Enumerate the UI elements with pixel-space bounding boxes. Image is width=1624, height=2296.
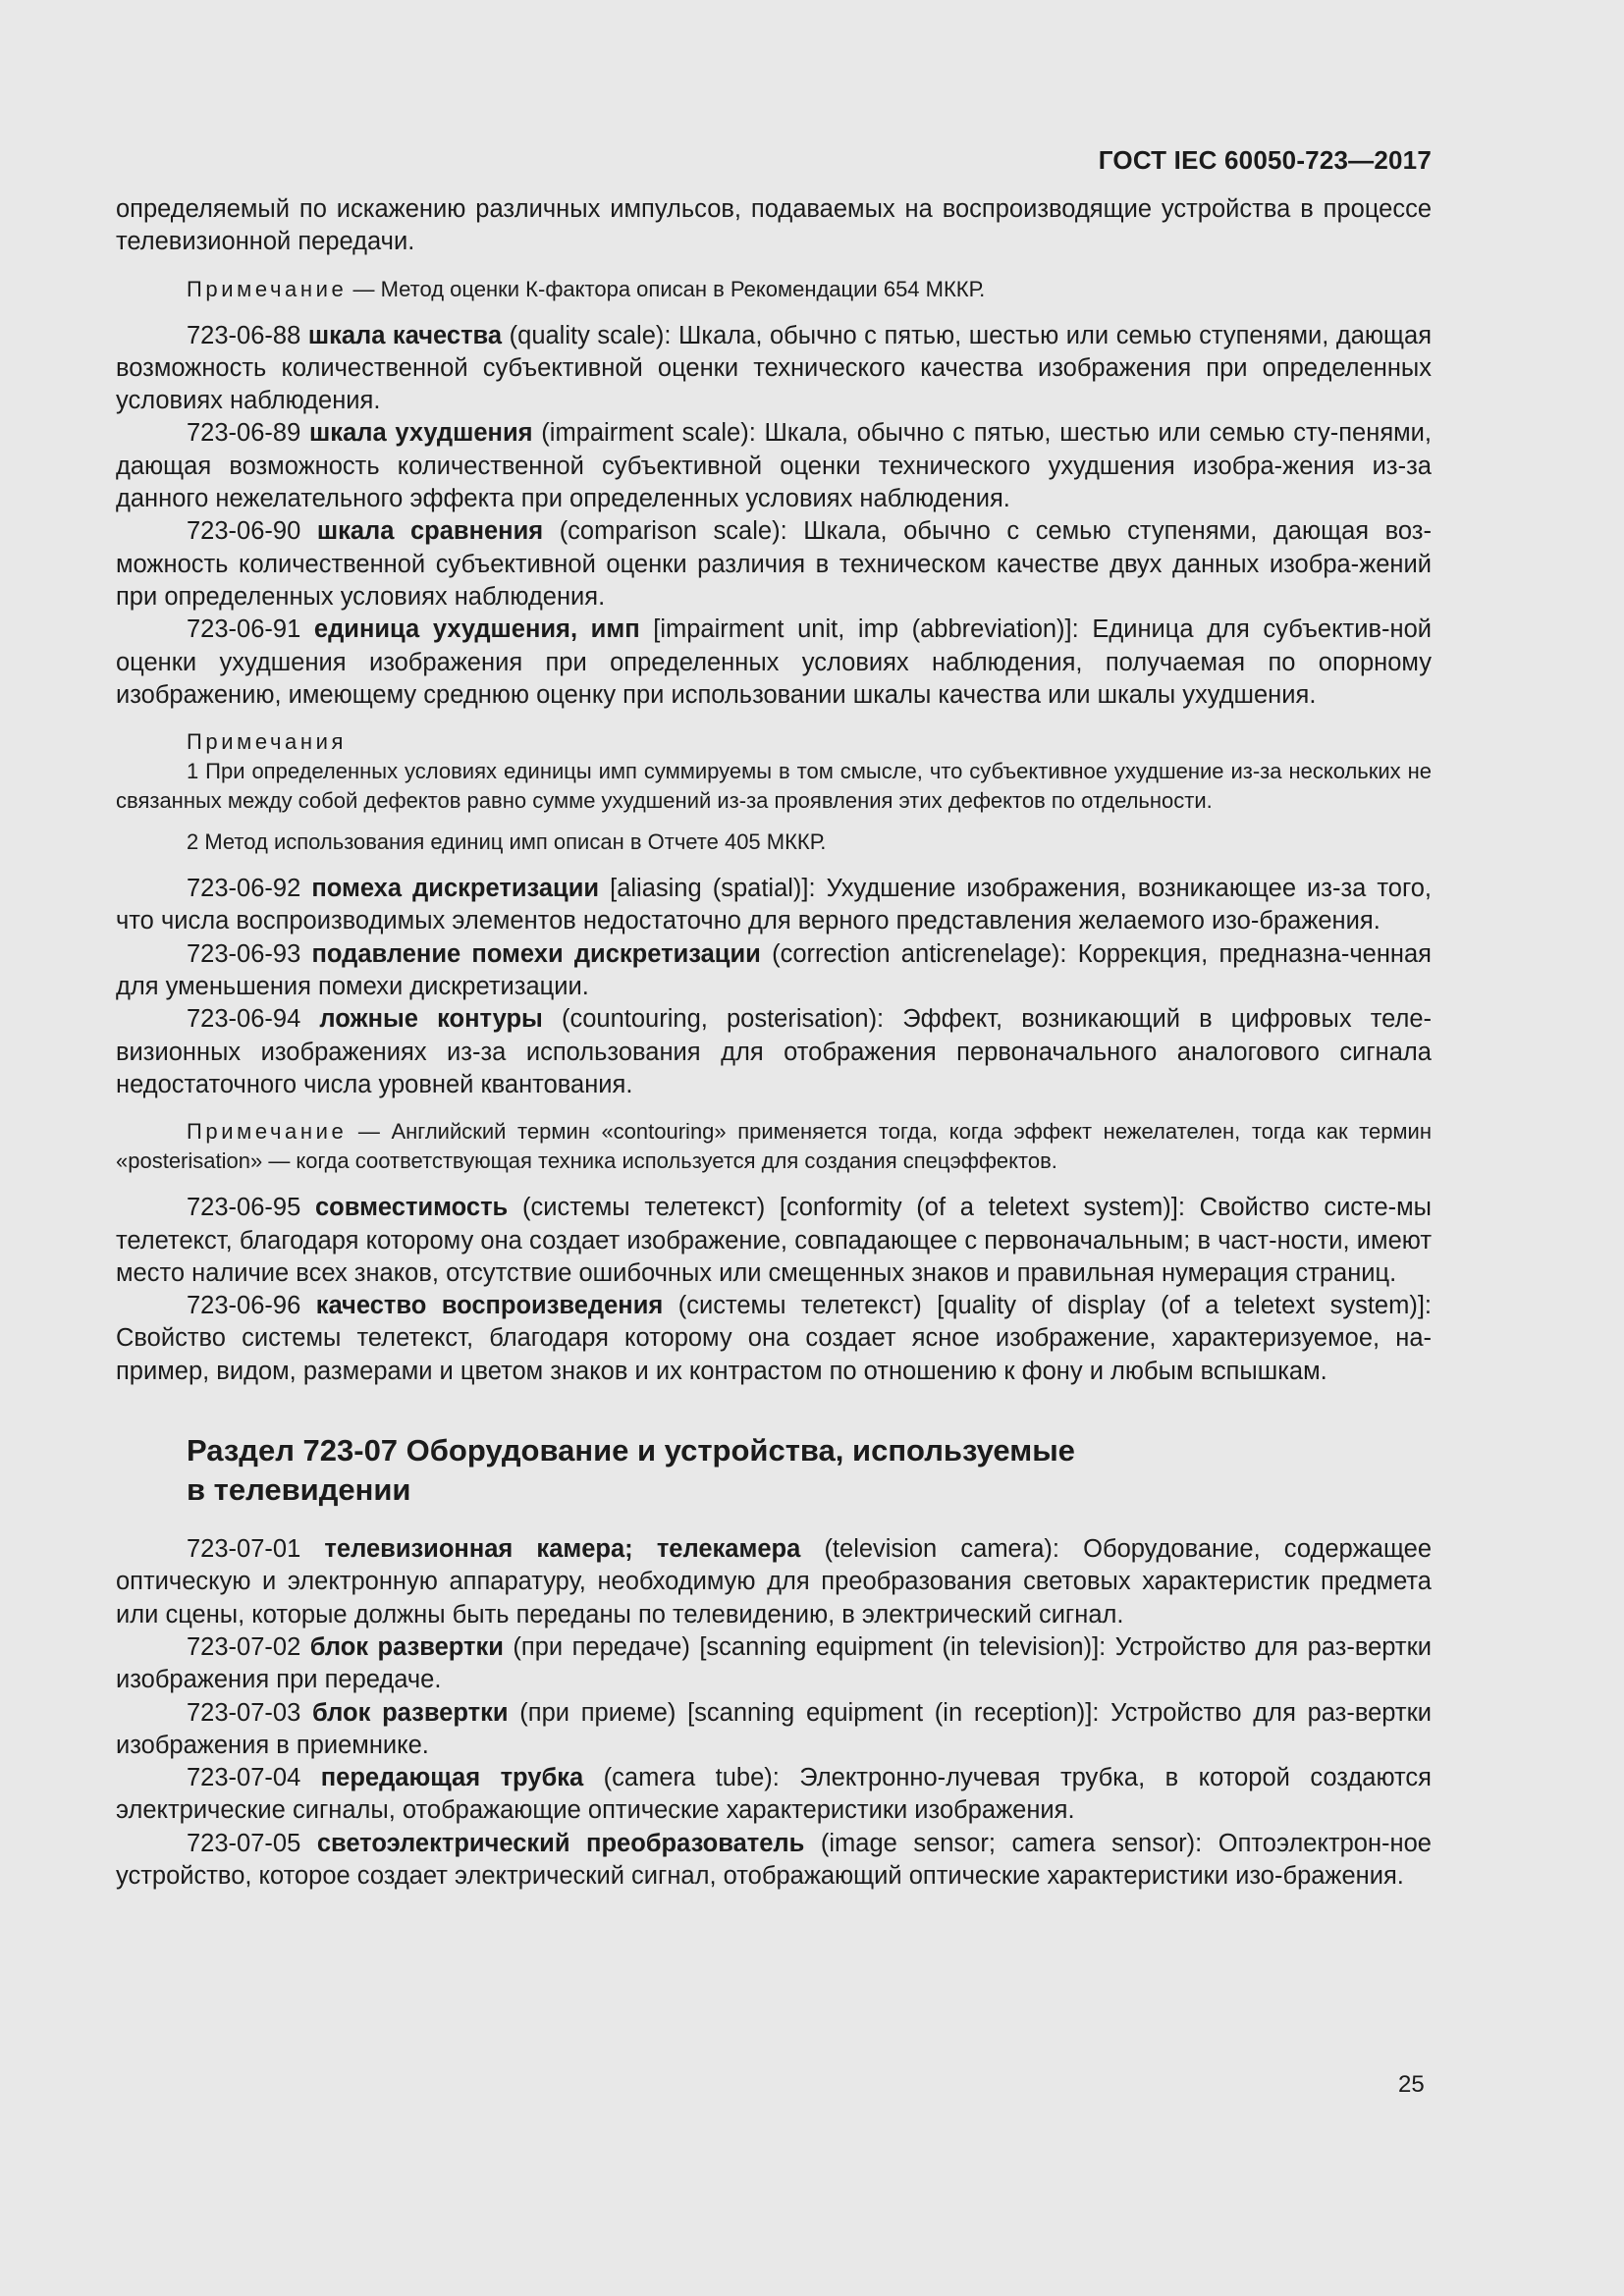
term-definition: (image sensor; camera sensor): Оптоэлектрон-ное устройство, которое создает электрический сигнал, отображающий оптические характеристики изо-бражения. [116,1829,1432,1890]
note-contouring [116,1117,1432,1176]
term-definition: (системы телетекст) [quality of display (of a teletext system)]: Свойство системы телетекст, благодаря которому она создает ясное изображение, характеризуемое, на-пример, видом, размерами и цветом знаков и их контрастом по отношению к фону и любым вспышкам. [116,1292,1432,1385]
term-name: блок развертки [309,1632,504,1661]
term-entry [116,1192,1432,1290]
term-definition: (при приеме) [scanning equipment (in reception)]: Устройство для раз-вертки изображения в приемнике. [116,1698,1433,1759]
term-name: шкала ухудшения [309,419,533,448]
term-id: 723-06-88 [187,321,301,349]
term-name: совместимость [314,1194,509,1222]
term-name: качество воспроизведения [315,1292,664,1320]
term-id: 723-06-95 [187,1194,301,1222]
term-id: 723-07-05 [187,1829,301,1857]
section-title-line: Раздел 723-07 Оборудование и устройства, используемые [187,1433,1075,1468]
term-id: 723-07-03 [187,1698,301,1727]
note-item: 2 Метод использования единиц имп описан в Отчете 405 МККР. [187,829,827,855]
note-item: 1 При определенных условиях единицы имп суммируемы в том смысле, что субъективное ухудшение из-за нескольких не связанных между собой дефектов равно сумме ухудшений из-за проявления этих дефектов по отдельности. [116,759,1432,814]
term-entry [116,1762,1432,1828]
term-name: шкала сравнения [316,517,544,546]
term-id: 723-07-01 [187,1535,301,1564]
term-definition: [impairment unit, imp (abbreviation)]: Единица для субъектив-ной оценки ухудшения изображения при определенных условиях наблюдения, получаемая по опорному изображению, имеющему среднюю оценку при использовании шкалы качества или шкалы ухудшения. [116,615,1432,709]
term-definition: (comparison scale): Шкала, обычно с семью ступенями, дающая воз-можность количественной субъективной оценки различия в техническом качестве двух данных изобра-жений при определенных условиях наблюдения. [116,517,1432,611]
term-definition: (при передаче) [scanning equipment (in television)]: Устройство для раз-вертки изображения при передаче. [116,1632,1432,1694]
term-definition: (системы телетекст) [conformity (of a teletext system)]: Свойство систе-мы телетекст, благодаря которому она создает изображение, совпадающее с первоначальным; в част-ности, имеют место наличие всех знаков, отсутствие ошибочных или смещенных знаков и правильная нумерация страниц. [116,1194,1432,1287]
notes-label: Примечания [187,729,348,755]
note-text: — Метод оценки К-фактора описан в Рекомендации 654 МККР. [347,276,986,301]
term-name: единица ухудшения, имп [313,615,640,644]
term-name: светоэлектрический преобразователь [316,1829,805,1857]
term-id: 723-06-93 [187,939,301,968]
term-definition: (television camera): Оборудование, содержащее оптическую и электронную аппаратуру, необходимую для преобразования световых характеристик предмета или сцены, которые должны быть переданы по телевидению, в электрический сигнал. [116,1535,1432,1629]
document-header: ГОСТ IEC 60050-723—2017 [1098,145,1432,175]
term-id: 723-06-89 [187,419,301,448]
term-id: 723-06-92 [187,875,301,903]
term-definition: (correction anticrenelage): Коррекция, предназна-ченная для уменьшения помехи дискретизации. [116,939,1432,1001]
term-id: 723-06-96 [187,1292,301,1320]
term-id: 723-06-90 [187,517,301,546]
term-entry [116,1290,1432,1388]
term-entry [116,320,1432,418]
term-id: 723-06-94 [187,1005,301,1034]
term-definition: (camera tube): Электронно-лучевая трубка, в которой создаются электрические сигналы, отображающие оптические характеристики изображения. [116,1764,1432,1825]
term-id: 723-07-02 [187,1632,301,1661]
term-entry [116,1631,1432,1697]
term-id: 723-06-91 [187,615,301,644]
term-definition: (quality scale): Шкала, обычно с пятью, шестью или семью ступенями, дающая возможность количественной субъективной оценки технического качества изображения при определенных условиях наблюдения. [116,321,1433,415]
page-number: 25 [1398,2071,1425,2098]
notes-heading [116,727,1432,757]
term-id: 723-07-04 [187,1764,301,1792]
note-label: Примечание [187,276,348,301]
term-name: передающая трубка [320,1764,584,1792]
term-name: ложные контуры [319,1005,543,1034]
term-name: телевизионная камера; телекамера [324,1535,801,1564]
term-entry [116,1533,1432,1631]
note-label: Примечание [187,1119,348,1145]
section-title-line: в телевидении [187,1472,411,1508]
term-definition: (impairment scale): Шкала, обычно с пятью, шестью или семью сту-пенями, дающая возможность количественной субъективной оценки технического ухудшения изобра-жения из-за данного нежелательного эффекта при определенных условиях наблюдения. [116,419,1432,513]
term-entry [116,515,1432,614]
term-name: помеха дискретизации [311,875,600,903]
term-entry [116,417,1432,515]
term-entry [116,1828,1432,1894]
term-entry [116,873,1432,938]
term-entry [116,938,1432,1004]
document-page [116,145,1432,1893]
term-entry [116,614,1432,712]
term-definition: [aliasing (spatial)]: Ухудшение изображения, возникающее из-за того, что числа воспроизводимых элементов недостаточно для верного представления желаемого изо-бражения. [116,875,1432,935]
term-entry [116,1003,1432,1101]
note-text: — Английский термин «contouring» применяется тогда, когда эффект нежелателен, тогда как термин «posterisation» — когда соответствующая техника используется для создания спецэффектов. [116,1119,1432,1174]
term-name: подавление помехи дискретизации [311,939,761,968]
section-title [187,1431,1432,1510]
term-name: блок развертки [312,1698,509,1727]
term-name: шкала качества [307,321,503,349]
paragraph-continuation: определяемый по искажению различных импульсов, подаваемых на воспроизводящие устройства в процессе телевизионной передачи. [116,195,1432,256]
term-definition: (countouring, posterisation): Эффект, возникающий в цифровых теле-визионных изображениях из-за использования для отображения первоначального аналогового сигнала недостаточного числа уровней квантования. [116,1005,1433,1098]
term-entry [116,1697,1432,1763]
note-k-factor [116,275,1432,304]
